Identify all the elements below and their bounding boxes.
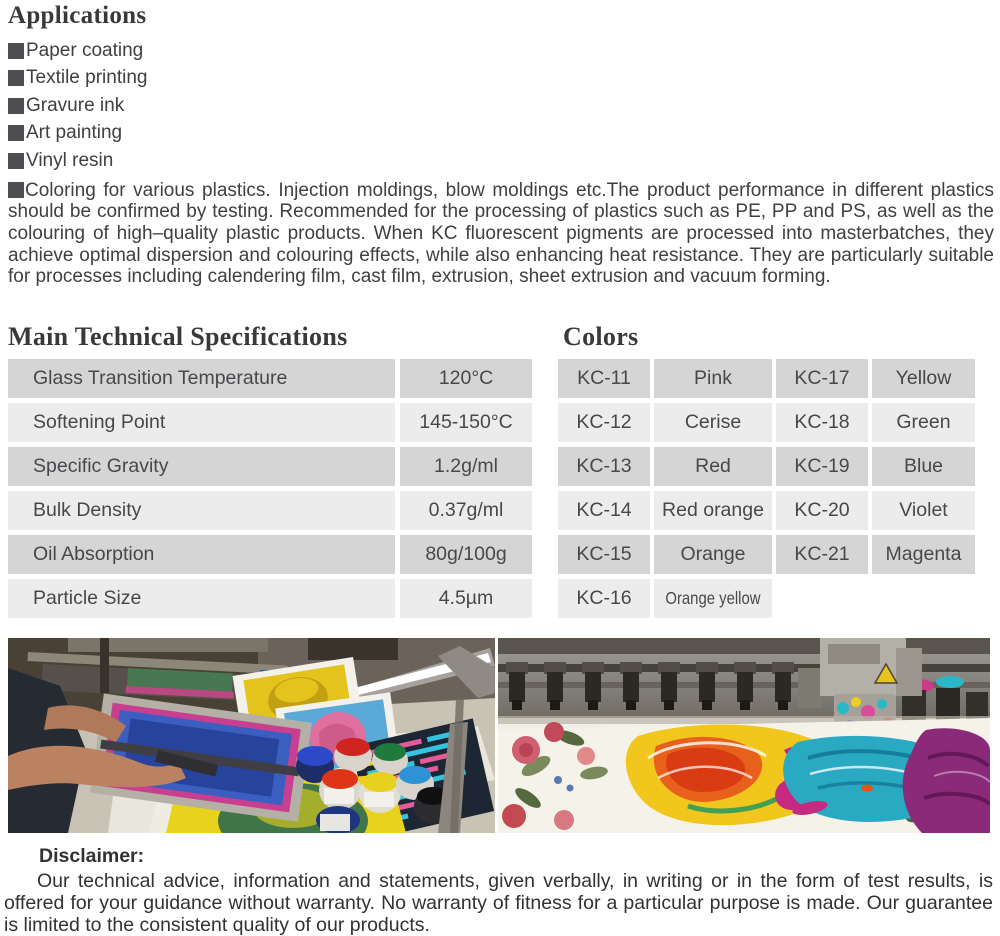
spec-label: Specific Gravity — [8, 447, 395, 486]
color-name: Red — [654, 447, 772, 486]
disclaimer-body: Our technical advice, information and statements, given verbally, in writing or in the form of test results, is offered for your guidance without warranty. No warranty of fitness for a particular purpose is made. Our guarantee is limited to the consistent quality of our products. — [4, 870, 993, 936]
list-item — [8, 37, 994, 65]
spec-label: Oil Absorption — [8, 535, 395, 574]
color-code: KC-17 — [776, 359, 868, 398]
color-name: Green — [872, 403, 975, 442]
spec-value: 80g/100g — [400, 535, 532, 574]
photo-strip — [8, 638, 990, 833]
color-name-empty — [872, 579, 975, 618]
bullet-square-icon — [8, 153, 24, 169]
color-code: KC-15 — [558, 535, 650, 574]
table-row — [558, 579, 975, 618]
color-name: Violet — [872, 491, 975, 530]
bullet-square-icon — [8, 182, 24, 198]
colors-title: Colors — [563, 322, 639, 351]
spec-label: Bulk Density — [8, 491, 395, 530]
table-row — [8, 359, 532, 398]
color-name: Orange — [654, 535, 772, 574]
textile-printing-photo — [498, 638, 990, 833]
color-code: KC-19 — [776, 447, 868, 486]
table-row — [558, 359, 975, 398]
list-item — [8, 65, 994, 93]
color-name: Blue — [872, 447, 975, 486]
color-name: Pink — [654, 359, 772, 398]
disclaimer-title: Disclaimer: — [39, 845, 145, 867]
list-item-label: Paper coating — [26, 39, 144, 61]
list-item-label: Art painting — [26, 122, 123, 144]
color-name: Red orange — [654, 491, 772, 530]
list-item — [8, 147, 994, 175]
spec-label: Particle Size — [8, 579, 395, 618]
color-code: KC-16 — [558, 579, 650, 618]
paragraph-text: Coloring for various plastics. Injection moldings, blow moldings etc.The product performance in different plastics should be confirmed by testing. Recommended for the processing of plastics such as PE, PP and PS, as well as the colouring of high–quality plastic products. When KC fluorescent pigments are processed into masterbatches, they achieve optimal dispersion and colouring effects, while also enhancing heat resistance. They are particularly suitable for processes including calendering film, cast film, extrusion, sheet extrusion and vacuum forming. — [8, 179, 994, 288]
list-item-label: Gravure ink — [26, 94, 125, 116]
color-code: KC-18 — [776, 403, 868, 442]
table-row — [8, 491, 532, 530]
spec-value: 145-150°C — [400, 403, 532, 442]
spec-label: Softening Point — [8, 403, 395, 442]
color-code: KC-11 — [558, 359, 650, 398]
color-name: Yellow — [872, 359, 975, 398]
table-row — [558, 403, 975, 442]
applications-title: Applications — [8, 2, 147, 29]
list-item-label: Textile printing — [26, 67, 148, 89]
color-code: KC-13 — [558, 447, 650, 486]
color-name: Magenta — [872, 535, 975, 574]
list-item — [8, 92, 994, 120]
color-name — [654, 579, 772, 618]
bullet-square-icon — [8, 125, 24, 141]
table-row — [8, 403, 532, 442]
screen-printing-photo — [8, 638, 495, 833]
color-name: Cerise — [654, 403, 772, 442]
bullet-square-icon — [8, 98, 24, 114]
bullet-square-icon — [8, 43, 24, 59]
color-code-empty — [776, 579, 868, 618]
spec-value: 1.2g/ml — [400, 447, 532, 486]
spec-value: 0.37g/ml — [400, 491, 532, 530]
disclaimer-section — [4, 845, 993, 936]
applications-list — [8, 37, 994, 175]
table-row — [8, 579, 532, 618]
bullet-square-icon — [8, 70, 24, 86]
table-row — [8, 447, 532, 486]
spec-value: 120°C — [400, 359, 532, 398]
table-row — [8, 535, 532, 574]
color-code: KC-21 — [776, 535, 868, 574]
applications-paragraph — [8, 180, 994, 289]
table-row — [558, 491, 975, 530]
color-name-text: Orange yellow — [665, 588, 761, 608]
table-row — [558, 535, 975, 574]
spec-label: Glass Transition Temperature — [8, 359, 395, 398]
color-code: KC-14 — [558, 491, 650, 530]
colors-table — [558, 359, 975, 623]
specs-table — [8, 359, 532, 623]
color-code: KC-20 — [776, 491, 868, 530]
specs-title: Main Technical Specifications — [8, 322, 348, 351]
applications-section — [8, 2, 994, 288]
color-code: KC-12 — [558, 403, 650, 442]
list-item-label: Vinyl resin — [26, 149, 114, 171]
spec-value: 4.5µm — [400, 579, 532, 618]
list-item — [8, 120, 994, 148]
table-row — [558, 447, 975, 486]
